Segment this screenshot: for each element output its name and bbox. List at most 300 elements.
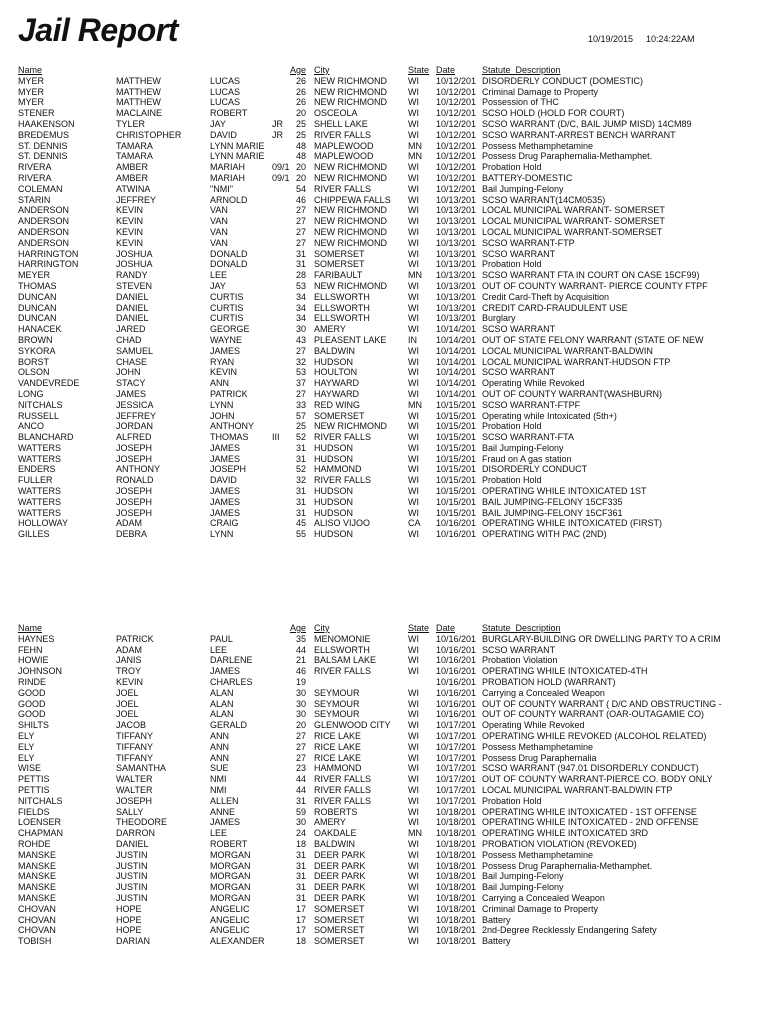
cell-city: ALISO VIJOO <box>314 518 371 529</box>
cell-first: TAMARA <box>116 140 153 151</box>
cell-middle: LYNN MARIE <box>210 140 265 151</box>
cell-first: JUSTIN <box>116 882 148 893</box>
cell-first: STACY <box>116 378 146 389</box>
cell-state: WI <box>408 216 419 227</box>
cell-date: 10/15/201 <box>436 453 477 464</box>
table-row <box>0 518 768 529</box>
cell-age: 44 <box>295 774 306 785</box>
cell-city: RIVER FALLS <box>314 784 372 795</box>
cell-age: 53 <box>295 367 306 378</box>
cell-state: WI <box>408 698 419 709</box>
cell-city: HUDSON <box>314 507 354 518</box>
cell-middle: ROBERT <box>210 108 248 119</box>
cell-desc: SCSO WARRANT(14CM0535) <box>482 194 606 205</box>
cell-desc: SCSO HOLD (HOLD FOR COURT) <box>482 108 625 119</box>
cell-desc: DISORDERLY CONDUCT <box>482 464 588 475</box>
table-row <box>0 915 768 926</box>
cell-date: 10/17/201 <box>436 795 477 806</box>
table-row <box>0 270 768 281</box>
cell-city: SOMERSET <box>314 914 365 925</box>
cell-city: NEW RICHMOND <box>314 421 387 432</box>
cell-last: COLEMAN <box>18 183 63 194</box>
cell-date: 10/13/201 <box>436 205 477 216</box>
cell-state: MN <box>408 828 422 839</box>
cell-city: RICE LAKE <box>314 741 362 752</box>
cell-date: 10/17/201 <box>436 741 477 752</box>
cell-first: DANIEL <box>116 838 149 849</box>
cell-state: WI <box>408 432 419 443</box>
cell-age: 31 <box>295 259 306 270</box>
cell-last: MANSKE <box>18 849 57 860</box>
cell-age: 31 <box>295 442 306 453</box>
cell-date: 10/14/201 <box>436 378 477 389</box>
table-row <box>0 195 768 206</box>
cell-last: HAYNES <box>18 633 55 644</box>
cell-desc: BAIL JUMPING-FELONY 15CF335 <box>482 496 623 507</box>
cell-city: RIVER FALLS <box>314 475 372 486</box>
cell-desc: OPERATING WHILE INTOXICATED (FIRST) <box>482 518 663 529</box>
cell-first: TIFFANY <box>116 752 154 763</box>
cell-city: SOMERSET <box>314 259 365 270</box>
cell-middle: ANN <box>210 752 230 763</box>
cell-first: KEVIN <box>116 237 144 248</box>
cell-state: WI <box>408 388 419 399</box>
cell-state: WI <box>408 633 419 644</box>
cell-last: MANSKE <box>18 871 57 882</box>
cell-middle: NMI <box>210 774 227 785</box>
cell-age: 54 <box>295 183 306 194</box>
cell-first: JAMES <box>116 388 147 399</box>
table-row <box>0 421 768 432</box>
table-row <box>0 796 768 807</box>
table-header <box>0 623 768 634</box>
cell-first: KEVIN <box>116 205 144 216</box>
cell-age: 32 <box>295 356 306 367</box>
cell-date: 10/15/201 <box>436 442 477 453</box>
cell-age: 31 <box>295 882 306 893</box>
table-row <box>0 97 768 108</box>
cell-last: ROHDE <box>18 838 51 849</box>
cell-middle: ANGELIC <box>210 903 250 914</box>
table-row <box>0 389 768 400</box>
cell-desc: OPERATING WHILE INTOXICATED - 2ND OFFENSE <box>482 817 699 828</box>
cell-desc: LOCAL MUNICIPAL WARRANT-BALDWIN FTP <box>482 784 673 795</box>
table-row <box>0 655 768 666</box>
cell-desc: Operating while Intoxicated (5th+) <box>482 410 617 421</box>
cell-suffix: 09/1 <box>272 162 290 173</box>
cell-middle: MORGAN <box>210 860 251 871</box>
table-row <box>0 731 768 742</box>
cell-last: CHOVAN <box>18 925 56 936</box>
cell-first: AMBER <box>116 162 149 173</box>
cell-date: 10/18/201 <box>436 838 477 849</box>
cell-desc: Probation Violation <box>482 655 558 666</box>
cell-middle: MARIAH <box>210 162 246 173</box>
table-row <box>0 313 768 324</box>
cell-desc: OUT OF COUNTY WARRANT- PIERCE COUNTY FTPF <box>482 280 708 291</box>
cell-desc: SCSO WARRANT FTA IN COURT ON CASE 15CF99) <box>482 270 700 281</box>
cell-state: WI <box>408 763 419 774</box>
cell-desc: BATTERY-DOMESTIC <box>482 172 573 183</box>
cell-middle: JAMES <box>210 442 241 453</box>
cell-state: WI <box>408 936 419 947</box>
cell-first: JUSTIN <box>116 892 148 903</box>
cell-date: 10/12/201 <box>436 183 477 194</box>
cell-desc: CREDIT CARD-FRAUDULENT USE <box>482 302 628 313</box>
cell-middle: MARIAH <box>210 172 246 183</box>
cell-state: WI <box>408 453 419 464</box>
cell-city: NEW RICHMOND <box>314 226 387 237</box>
cell-age: 43 <box>295 334 306 345</box>
cell-city: NEW RICHMOND <box>314 216 387 227</box>
cell-last: GOOD <box>18 687 46 698</box>
cell-desc: OPERATING WITH PAC (2ND) <box>482 529 607 540</box>
cell-age: 31 <box>295 849 306 860</box>
cell-age: 30 <box>295 709 306 720</box>
cell-last: PETTIS <box>18 774 50 785</box>
cell-state: WI <box>408 302 419 313</box>
cell-city: NEW RICHMOND <box>314 280 387 291</box>
table-row <box>0 173 768 184</box>
header-desc: Statute_Description <box>482 65 561 75</box>
cell-last: ST. DENNIS <box>18 140 68 151</box>
cell-desc: SCSO WARRANT-ARREST BENCH WARRANT <box>482 129 676 140</box>
cell-desc: Criminal Damage to Property <box>482 86 599 97</box>
cell-state: WI <box>408 183 419 194</box>
cell-first: JOSEPH <box>116 442 153 453</box>
cell-first: KEVIN <box>116 676 144 687</box>
cell-state: WI <box>408 108 419 119</box>
cell-middle: JOHN <box>210 410 235 421</box>
cell-last: FULLER <box>18 475 53 486</box>
cell-state: WI <box>408 313 419 324</box>
cell-desc: SCSO WARRANT <box>482 324 556 335</box>
cell-middle: CURTIS <box>210 291 244 302</box>
cell-desc: SCSO WARRANT <box>482 248 556 259</box>
cell-last: STENER <box>18 108 55 119</box>
cell-desc: Bail Jumping-Felony <box>482 183 564 194</box>
table-row <box>0 454 768 465</box>
cell-age: 25 <box>295 421 306 432</box>
cell-age: 17 <box>295 914 306 925</box>
cell-city: DEER PARK <box>314 892 366 903</box>
cell-date: 10/16/201 <box>436 518 477 529</box>
cell-last: HANACEK <box>18 324 62 335</box>
cell-date: 10/14/201 <box>436 345 477 356</box>
cell-first: JOSEPH <box>116 795 153 806</box>
cell-city: ELLSWORTH <box>314 302 370 313</box>
cell-state: WI <box>408 464 419 475</box>
cell-middle: ALAN <box>210 687 234 698</box>
cell-last: DUNCAN <box>18 313 57 324</box>
cell-date: 10/12/201 <box>436 118 477 129</box>
cell-desc: SCSO WARRANT <box>482 367 556 378</box>
cell-last: ANDERSON <box>18 216 70 227</box>
cell-last: MANSKE <box>18 882 57 893</box>
cell-last: SHILTS <box>18 720 49 731</box>
cell-state: WI <box>408 496 419 507</box>
cell-first: SAMUEL <box>116 345 154 356</box>
cell-age: 37 <box>295 378 306 389</box>
cell-state: WI <box>408 248 419 259</box>
cell-desc: SCSO WARRANT (947.01 DISORDERLY CONDUCT) <box>482 763 699 774</box>
cell-city: RIVER FALLS <box>314 183 372 194</box>
cell-age: 44 <box>295 644 306 655</box>
cell-last: ANDERSON <box>18 205 70 216</box>
cell-first: DEBRA <box>116 529 148 540</box>
cell-desc: Carrying a Concealed Weapon <box>482 687 605 698</box>
cell-middle: DONALD <box>210 259 248 270</box>
cell-suffix: JR <box>272 129 283 140</box>
cell-city: SOMERSET <box>314 410 365 421</box>
cell-middle: JAMES <box>210 817 241 828</box>
cell-middle: ANGELIC <box>210 925 250 936</box>
cell-city: MENOMONIE <box>314 633 371 644</box>
cell-city: AMERY <box>314 324 346 335</box>
cell-middle: KEVIN <box>210 367 238 378</box>
header-last: Name <box>18 623 43 633</box>
cell-first: CHAD <box>116 334 142 345</box>
cell-first: RONALD <box>116 475 154 486</box>
table-row <box>0 411 768 422</box>
cell-first: JOSEPH <box>116 496 153 507</box>
header-desc: Statute_Description <box>482 623 561 633</box>
cell-suffix: 09/1 <box>272 172 290 183</box>
table-row <box>0 817 768 828</box>
cell-age: 25 <box>295 129 306 140</box>
cell-middle: ANTHONY <box>210 421 255 432</box>
cell-city: BALDWIN <box>314 345 356 356</box>
cell-age: 17 <box>295 925 306 936</box>
cell-last: GILLES <box>18 529 50 540</box>
cell-first: TAMARA <box>116 151 153 162</box>
cell-city: RICE LAKE <box>314 730 362 741</box>
table-row <box>0 850 768 861</box>
cell-last: BREDEMUS <box>18 129 70 140</box>
cell-city: OSCEOLA <box>314 108 358 119</box>
cell-last: ELY <box>18 741 35 752</box>
cell-middle: MORGAN <box>210 871 251 882</box>
cell-first: CHASE <box>116 356 148 367</box>
cell-first: ADAM <box>116 518 143 529</box>
table-row <box>0 281 768 292</box>
cell-first: WALTER <box>116 774 153 785</box>
cell-city: OAKDALE <box>314 828 357 839</box>
cell-first: TYLER <box>116 118 146 129</box>
cell-first: JUSTIN <box>116 860 148 871</box>
cell-date: 10/17/201 <box>436 730 477 741</box>
cell-date: 10/16/201 <box>436 644 477 655</box>
report-section-2 <box>0 623 768 947</box>
cell-desc: Bail Jumping-Felony <box>482 871 564 882</box>
cell-age: 18 <box>295 838 306 849</box>
cell-state: WI <box>408 644 419 655</box>
cell-desc: Carrying a Concealed Weapon <box>482 892 605 903</box>
cell-state: WI <box>408 795 419 806</box>
cell-desc: BAIL JUMPING-FELONY 15CF361 <box>482 507 623 518</box>
table-row <box>0 238 768 249</box>
cell-state: WI <box>408 860 419 871</box>
cell-state: WI <box>408 849 419 860</box>
cell-middle: CRAIG <box>210 518 239 529</box>
cell-last: MYER <box>18 86 45 97</box>
cell-date: 10/18/201 <box>436 914 477 925</box>
table-row <box>0 645 768 656</box>
cell-age: 27 <box>295 730 306 741</box>
cell-age: 46 <box>295 666 306 677</box>
cell-date: 10/12/201 <box>436 75 477 86</box>
cell-middle: LEE <box>210 270 228 281</box>
cell-middle: LUCAS <box>210 86 241 97</box>
cell-date: 10/18/201 <box>436 903 477 914</box>
cell-middle: JAMES <box>210 453 241 464</box>
cell-city: SOMERSET <box>314 903 365 914</box>
cell-age: 31 <box>295 892 306 903</box>
header-state: State <box>408 65 430 75</box>
table-row <box>0 475 768 486</box>
table-row <box>0 400 768 411</box>
cell-city: NEW RICHMOND <box>314 75 387 86</box>
cell-date: 10/16/201 <box>436 529 477 540</box>
cell-date: 10/13/201 <box>436 226 477 237</box>
cell-city: MAPLEWOOD <box>314 140 374 151</box>
cell-desc: OPERATING WHILE INTOXICATED 3RD <box>482 828 649 839</box>
cell-age: 44 <box>295 784 306 795</box>
cell-first: JOEL <box>116 687 139 698</box>
cell-date: 10/15/201 <box>436 432 477 443</box>
cell-last: CHOVAN <box>18 914 56 925</box>
cell-last: MANSKE <box>18 860 57 871</box>
cell-state: WI <box>408 784 419 795</box>
cell-date: 10/12/201 <box>436 86 477 97</box>
cell-state: WI <box>408 421 419 432</box>
cell-last: RIVERA <box>18 172 52 183</box>
cell-desc: Probation Hold <box>482 421 542 432</box>
cell-date: 10/13/201 <box>436 194 477 205</box>
table-row <box>0 130 768 141</box>
table-row <box>0 162 768 173</box>
cell-city: SHELL LAKE <box>314 118 368 129</box>
cell-first: PATRICK <box>116 633 154 644</box>
cell-middle: JAMES <box>210 666 241 677</box>
cell-last: DUNCAN <box>18 302 57 313</box>
table-row <box>0 774 768 785</box>
cell-desc: LOCAL MUNICIPAL WARRANT- SOMERSET <box>482 216 665 227</box>
cell-city: ELLSWORTH <box>314 644 370 655</box>
cell-city: DEER PARK <box>314 860 366 871</box>
cell-date: 10/18/201 <box>436 828 477 839</box>
cell-state: IN <box>408 334 417 345</box>
cell-city: SEYMOUR <box>314 687 360 698</box>
cell-middle: JAMES <box>210 486 241 497</box>
table-row <box>0 893 768 904</box>
cell-first: JOSHUA <box>116 248 153 259</box>
cell-first: KEVIN <box>116 226 144 237</box>
cell-state: WI <box>408 655 419 666</box>
cell-state: WI <box>408 259 419 270</box>
cell-last: WATTERS <box>18 453 61 464</box>
cell-middle: VAN <box>210 205 228 216</box>
cell-state: MN <box>408 270 422 281</box>
cell-first: RANDY <box>116 270 148 281</box>
table-row <box>0 367 768 378</box>
cell-last: NITCHALS <box>18 399 63 410</box>
cell-desc: OUT OF STATE FELONY WARRANT (STATE OF NEW <box>482 334 704 345</box>
table-row <box>0 346 768 357</box>
cell-state: WI <box>408 162 419 173</box>
cell-date: 10/18/201 <box>436 936 477 947</box>
table-row <box>0 184 768 195</box>
table-row <box>0 486 768 497</box>
cell-first: JOEL <box>116 698 139 709</box>
cell-date: 10/16/201 <box>436 655 477 666</box>
cell-age: 34 <box>295 313 306 324</box>
table-row <box>0 871 768 882</box>
cell-age: 31 <box>295 496 306 507</box>
cell-last: WATTERS <box>18 496 61 507</box>
cell-first: JUSTIN <box>116 871 148 882</box>
cell-last: JOHNSON <box>18 666 63 677</box>
cell-desc: Battery <box>482 914 511 925</box>
cell-date: 10/12/201 <box>436 129 477 140</box>
cell-middle: DONALD <box>210 248 248 259</box>
cell-last: WATTERS <box>18 486 61 497</box>
cell-state: WI <box>408 730 419 741</box>
cell-city: HOULTON <box>314 367 358 378</box>
cell-city: HAYWARD <box>314 378 359 389</box>
header-date: Date <box>436 65 456 75</box>
cell-desc: Possess Drug Paraphernalia-Methamphet. <box>482 860 653 871</box>
header-city: City <box>314 623 330 633</box>
cell-middle: MORGAN <box>210 892 251 903</box>
cell-state: WI <box>408 838 419 849</box>
cell-date: 10/16/201 <box>436 633 477 644</box>
cell-city: HUDSON <box>314 453 354 464</box>
cell-last: ANDERSON <box>18 237 70 248</box>
table-row <box>0 807 768 818</box>
cell-state: WI <box>408 752 419 763</box>
cell-age: 27 <box>295 388 306 399</box>
table-row <box>0 753 768 764</box>
cell-first: STEVEN <box>116 280 153 291</box>
table-row <box>0 303 768 314</box>
cell-age: 55 <box>295 529 306 540</box>
cell-state: WI <box>408 356 419 367</box>
table-row <box>0 904 768 915</box>
cell-first: TIFFANY <box>116 730 154 741</box>
table-header <box>0 65 768 76</box>
cell-middle: VAN <box>210 237 228 248</box>
cell-first: JOSHUA <box>116 259 153 270</box>
cell-age: 20 <box>295 172 306 183</box>
cell-desc: LOCAL MUNICIPAL WARRANT-HUDSON FTP <box>482 356 671 367</box>
cell-first: MATTHEW <box>116 86 161 97</box>
cell-last: BORST <box>18 356 50 367</box>
cell-first: JOSEPH <box>116 507 153 518</box>
cell-middle: LUCAS <box>210 75 241 86</box>
cell-first: ALFRED <box>116 432 152 443</box>
cell-desc: Bail Jumping-Felony <box>482 882 564 893</box>
cell-last: TOBISH <box>18 936 52 947</box>
cell-city: DEER PARK <box>314 849 366 860</box>
cell-desc: Burglary <box>482 313 516 324</box>
cell-state: WI <box>408 806 419 817</box>
cell-date: 10/16/201 <box>436 709 477 720</box>
cell-city: MAPLEWOOD <box>314 151 374 162</box>
cell-state: WI <box>408 291 419 302</box>
table-row <box>0 925 768 936</box>
cell-middle: VAN <box>210 216 228 227</box>
